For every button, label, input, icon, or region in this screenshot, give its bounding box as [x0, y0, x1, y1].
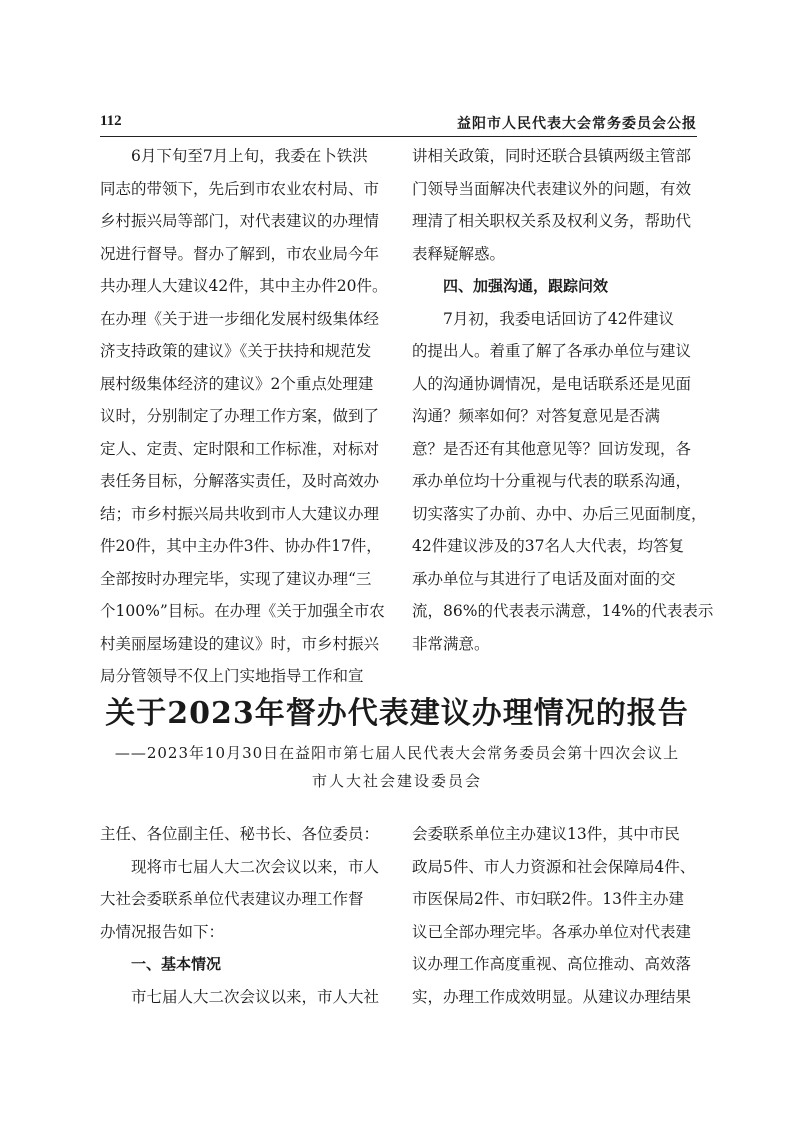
- text-line: 市医保局2件、市妇联2件。13件主办建: [412, 890, 684, 908]
- text-line: 村美丽屋场建设的建议》时，市乡村振兴: [100, 634, 380, 653]
- text-line: 议时，分别制定了办理工作方案，做到了: [100, 407, 380, 425]
- text-line: 主任、各位副主任、秘书长、各位委员：: [100, 825, 380, 843]
- text-line: 在办理《关于进一步细化发展村级集体经: [100, 309, 380, 328]
- journal-name: 益阳市人民代表大会常务委员会公报: [457, 116, 697, 132]
- text-line: 承办单位均十分重视与代表的联系沟通，: [412, 472, 692, 490]
- report-issuer: 市人大社会建设委员会: [311, 772, 482, 790]
- section-heading: 四、加强沟通，跟踪问效: [443, 277, 609, 295]
- text-line: 展村级集体经济的建议》2个重点处理建: [100, 374, 374, 393]
- text-line: 切实落实了办前、办中、办后三见面制度，: [412, 504, 707, 523]
- header-divider: [100, 136, 697, 137]
- text-line: 非常满意。: [412, 634, 490, 653]
- text-line: 实，办理工作成效明显。从建议办理结果: [412, 987, 692, 1006]
- text-line: 大社会委联系单位代表建议办理工作督: [100, 890, 364, 908]
- text-column-bottom-right: [412, 818, 699, 1013]
- text-line: 流，86%的代表表示满意，14%的代表表示: [412, 602, 714, 620]
- text-line: 同志的带领下，先后到市农业农村局、市: [100, 179, 380, 198]
- text-line: 局分管领导不仅上门实地指导工作和宣: [100, 667, 364, 685]
- text-line: 市七届人大二次会议以来，市人大社: [131, 987, 380, 1006]
- text-line: 意？是否还有其他意见等？回访发现，各: [412, 439, 692, 458]
- text-line: 理清了相关职权关系及权利义务，帮助代: [412, 212, 692, 230]
- text-column-top-left: [100, 140, 390, 693]
- text-line: 个100%”目标。在办理《关于加强全市农: [100, 602, 385, 620]
- text-line: 议办理工作高度重视、高位推动、高效落: [412, 955, 692, 973]
- text-line: 办情况报告如下：: [100, 922, 225, 941]
- text-line: 的提出人。着重了解了各承办单位与建议: [412, 342, 692, 360]
- text-line: 议已全部办理完毕。各承办单位对代表建: [412, 922, 692, 941]
- text-line: 7月初，我委电话回访了42件建议: [443, 309, 675, 328]
- text-line: 门领导当面解决代表建议外的问题，有效: [412, 179, 692, 198]
- page-number: 112: [100, 113, 122, 129]
- text-line: 件20件，其中主办件3件、协办件17件，: [100, 537, 382, 555]
- text-line: 会委联系单位主办建议13件，其中市民: [412, 825, 680, 843]
- report-subtitle: ——2023年10月30日在益阳市第七届人民代表大会常务委员会第十四次会议上: [114, 744, 680, 762]
- text-column-top-right: [412, 140, 714, 660]
- text-line: 表任务目标，分解落实责任，及时高效办: [100, 472, 380, 490]
- text-line: 42件建议涉及的37名人大代表，均答复: [412, 537, 684, 555]
- text-line: 现将市七届人大二次会议以来，市人: [131, 857, 380, 876]
- text-line: 况进行督导。督办了解到，市农业局今年: [100, 244, 380, 263]
- text-line: 承办单位与其进行了电话及面对面的交: [412, 569, 676, 588]
- text-line: 结；市乡村振兴局共收到市人大建议办理: [100, 504, 380, 523]
- section-heading: 一、基本情况: [131, 955, 222, 973]
- report-title: 关于2023年督办代表建议办理情况的报告: [105, 696, 689, 731]
- text-line: 共办理人大建议42件，其中主办件20件。: [100, 277, 388, 295]
- text-line: 6月下旬至7月上旬，我委在卜铁洪: [131, 147, 368, 165]
- text-line: 政局5件、市人力资源和社会保障局4件、: [412, 857, 696, 876]
- text-line: 全部按时办理完毕，实现了建议办理“三: [100, 569, 372, 588]
- text-line: 人的沟通协调情况，是电话联系还是见面: [412, 374, 692, 393]
- text-line: 定人、定责、定时限和工作标准，对标对: [100, 439, 380, 458]
- text-column-bottom-left: [100, 818, 390, 1013]
- text-line: 沟通？频率如何？对答复意见是否满: [412, 407, 661, 425]
- text-line: 讲相关政策，同时还联合县镇两级主管部: [412, 147, 692, 165]
- text-line: 济支持政策的建议》《关于扶持和规范发: [100, 342, 372, 360]
- text-line: 表释疑解惑。: [412, 244, 506, 263]
- text-line: 乡村振兴局等部门，对代表建议的办理情: [100, 212, 380, 230]
- running-header: [100, 113, 697, 137]
